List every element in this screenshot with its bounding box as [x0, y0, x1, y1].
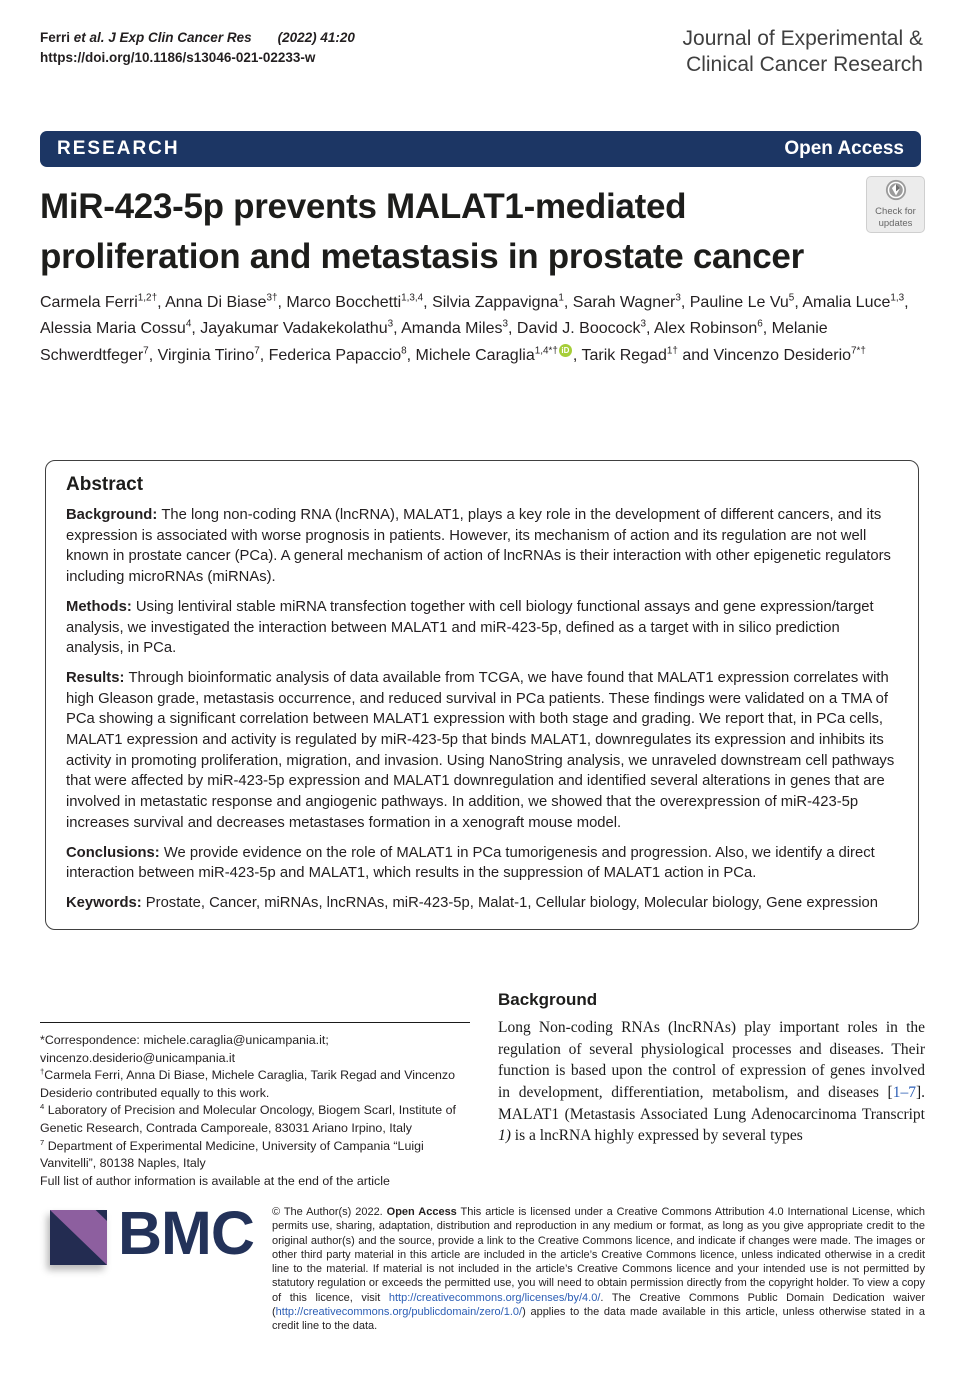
text-segment: Full list of author information is available at the end of the article [40, 1173, 390, 1188]
body-column [498, 988, 925, 1190]
superscript: 3 [640, 319, 647, 331]
abstract-box [45, 460, 919, 930]
text-segment: , Jayakumar Vadakekolathu [191, 320, 388, 338]
text-segment: , Pauline Le Vu [680, 294, 789, 311]
text-segment: et al. J Exp Clin Cancer Res [73, 30, 252, 45]
journal-name-line2: Clinical Cancer Research [686, 52, 923, 76]
footnote-column [40, 988, 470, 1190]
superscript: 1† [666, 345, 678, 357]
footnotes [40, 1032, 470, 1190]
abstract-heading: Abstract [66, 474, 144, 495]
superscript: 4 [185, 319, 192, 331]
citation-block [40, 28, 355, 69]
text-segment: Using lentiviral stable miRNA transfection together with cell biology functional assays and gene expression/target analysis, we investigated the interaction between MALAT1 and miR-423-5p, defined as a target with in silico prediction analysis, in PCa. [66, 598, 874, 657]
text-segment: , Virginia Tirino [148, 346, 255, 364]
check-updates-label-line2: updates [878, 218, 913, 229]
superscript: 6 [757, 319, 763, 331]
abstract-paragraph [66, 893, 898, 914]
superscript: 8 [401, 345, 407, 357]
text-segment: , Alessia Maria Cossu [40, 294, 909, 338]
article-type-label: RESEARCH [57, 138, 180, 159]
bmc-logo-icon [50, 1210, 107, 1265]
footnote-line [40, 1032, 470, 1067]
bmc-logo-text: BMC [118, 1199, 254, 1267]
text-segment: Background: [66, 507, 162, 523]
text-segment: , Tarik Regad [572, 346, 667, 364]
superscript: 7 [143, 345, 149, 357]
citation-line [40, 28, 355, 48]
text-segment: (2022) 41:20 [277, 30, 355, 45]
background-heading: Background [498, 990, 598, 1009]
open-access-label: Open Access [784, 138, 904, 159]
footnote-line [40, 1102, 470, 1137]
text-segment: ]. MALAT1 (Metastasis Associated Lung Adenocarcinoma Transcript [498, 1084, 925, 1123]
superscript: 5 [788, 292, 795, 304]
superscript: 3† [266, 292, 278, 304]
orcid-icon[interactable]: iD [559, 344, 572, 357]
abstract-paragraph [66, 668, 898, 834]
page-title: MiR-423-5p prevents MALAT1-mediated proliferation and metastasis in prostate cancer [40, 187, 804, 276]
link[interactable]: http://creativecommons.org/licenses/by/4.0/ [388, 1291, 601, 1304]
text-segment: Methods: [66, 598, 136, 615]
text-segment: Carmela Ferri, Anna Di Biase, Michele Caraglia, Tarik Regad and Vincenzo Desiderio contributed equally to this work. [40, 1068, 455, 1100]
text-segment: , Alex Robinson [646, 320, 758, 338]
superscript: 1,3,4 [401, 292, 424, 304]
text-segment: , Anna Di Biase [157, 294, 267, 311]
superscript: 7 [254, 345, 260, 357]
text-segment: , Michele Caraglia [406, 346, 535, 364]
abstract-paragraph [66, 843, 898, 884]
journal-name-line1: Journal of Experimental & [682, 27, 923, 50]
text-segment: , Silvia Zappavigna [423, 294, 559, 311]
text-segment: Conclusions: [66, 844, 164, 861]
check-for-updates-button[interactable] [866, 176, 925, 233]
text-segment: Prostate, Cancer, miRNAs, lncRNAs, miR-423-5p, Malat-1, Cellular biology, Molecular biology, Gene expression [145, 894, 878, 911]
text-segment: *Correspondence: michele.caraglia@unicampania.it; vincenzo.desiderio@unicampania.it [40, 1033, 329, 1065]
text-segment: Results: [66, 669, 129, 686]
text-segment: This article is licensed under a Creative Commons Attribution 4.0 International License, which permits use, sharing, adaptation, distribution and reproduction in any medium or format, as long as you give appropriate credit to the original author(s) and the source, provide a link to the Creative Commons licence, and indicate if changes were made. The images or other third party material in this article are included in the article’s Creative Commons licence, unless indicated otherwise in a credit line to the material. If material is not included in the article’s Creative Commons licence and your intended use is not permitted by statutory regulation or exceeds the permitted use, you will need to obtain permission directly from the copyright holder. To view a copy of this licence, visit [272, 1206, 926, 1304]
text-segment: , Sarah Wagner [563, 294, 676, 311]
superscript: 1,3 [890, 292, 905, 304]
abstract-sections [66, 505, 898, 914]
footnote-divider [40, 1022, 470, 1023]
text-segment: Carmela Ferri [40, 294, 138, 311]
text-segment: , David J. Boocock [508, 320, 641, 338]
text-segment: Department of Experimental Medicine, University of Campania “Luigi Vanvitelli”, 80138 Naples, Italy [40, 1138, 424, 1171]
text-segment: Through bioinformatic analysis of data available from TCGA, we have found that MALAT1 expression correlates with high Gleason grade, metastasis occurrence, and reduced survival in PCa patients. These findings were validated on a TMA of PCa showing a significant correlation between MALAT1 expression with both stage and grading. We report that, in PCa cells, MALAT1 expression and activity is regulated by miR-423-5p that binds MALAT1, downregulates its expression and inhibits its activity in promoting proliferation, migration, and invasion. Using NanoString analysis, we unraveled downstream cell pathways that were affected by miR-423-5p expression and MALAT1 downregulation and identified several alterations in genes that are involved in metastatic response and angiogenic pathways. In addition, we showed that the overexpression of miR-423-5p increases survival and decreases metastases formation in a xenograft mouse model. [66, 669, 895, 831]
article-type-banner [40, 131, 921, 167]
superscript: 1 [558, 292, 564, 304]
link[interactable]: 1–7 [892, 1084, 916, 1102]
text-segment: The long non-coding RNA (lncRNA), MALAT1, plays a key role in the development of different cancers, and its expression is associated with worse prognosis in patients. However, its mechanism of action and its regulation are not well known in prostate cancer (PCa). A general mechanism of action of lncRNAs is their interaction with other epigenetic regulators including microRNAs (miRNAs). [66, 507, 891, 586]
text-segment: , Amanda Miles [393, 320, 503, 338]
crossmark-icon [885, 179, 907, 206]
license-text [272, 1205, 925, 1334]
text-segment: is a lncRNA highly expressed by several types [510, 1127, 803, 1145]
superscript: 7*† [851, 345, 866, 357]
superscript: 7 [40, 1137, 45, 1147]
footnote-line [40, 1138, 470, 1173]
bottom-columns [40, 988, 925, 1190]
check-updates-label-line1: Check for [875, 206, 916, 218]
text-segment: Ferri [40, 30, 74, 45]
journal-name [683, 26, 923, 77]
superscript: 3 [502, 319, 509, 331]
background-paragraph [498, 1017, 925, 1147]
superscript: 3 [387, 319, 394, 331]
superscript: 4 [40, 1102, 45, 1112]
superscript: † [40, 1067, 45, 1077]
text-segment: , Amalia Luce [794, 294, 891, 311]
text-segment: , Melanie Schwerdtfeger [40, 320, 828, 364]
doi-link[interactable]: https://doi.org/10.1186/s13046-021-02233-w [40, 50, 316, 66]
publisher-footer [50, 1199, 926, 1334]
abstract-paragraph [66, 505, 898, 588]
abstract-paragraph [66, 597, 898, 659]
link[interactable]: http://creativecommons.org/publicdomain/zero/1.0/ [275, 1306, 523, 1319]
text-segment: ) applies to the data made available in this article, unless otherwise stated in a credit line to the data. [272, 1306, 925, 1333]
footnote-line [40, 1173, 470, 1191]
text-segment: © The Author(s) 2022. [272, 1206, 387, 1218]
superscript: 1,2† [137, 292, 158, 304]
superscript: 3 [675, 292, 681, 304]
text-segment: 1) [498, 1127, 511, 1145]
superscript: 1,4*† [534, 345, 558, 357]
text-segment: Laboratory of Precision and Molecular Oncology, Biogem Scarl, Institute of Genetic Research, Contrada Camporeale, 83031 Ariano Irpino, Italy [40, 1103, 456, 1136]
text-segment: . The Creative Commons Public Domain Dedication waiver ( [272, 1291, 925, 1319]
text-segment: Long Non-coding RNAs (lncRNAs) play important roles in the regulation of several physiological processes and diseases. Their function is based upon the control of expression of genes involved in development, differentiation, metabolism, and diseases [ [498, 1019, 925, 1102]
text-segment: , Federica Papaccio [259, 346, 402, 364]
bmc-logo [50, 1199, 272, 1334]
text-segment: , Marco Bocchetti [277, 294, 402, 311]
author-list [40, 290, 922, 369]
text-segment: We provide evidence on the role of MALAT1 in PCa tumorigenesis and progression. Also, we identify a direct interaction between miR-423-5p and MALAT1, which results in the suppression of MALAT1 action in PCa. [66, 844, 875, 882]
footnote-line [40, 1067, 470, 1102]
text-segment: Keywords: [66, 894, 146, 911]
text-segment: and Vincenzo Desiderio [677, 346, 852, 364]
text-segment: Open Access [386, 1206, 457, 1218]
